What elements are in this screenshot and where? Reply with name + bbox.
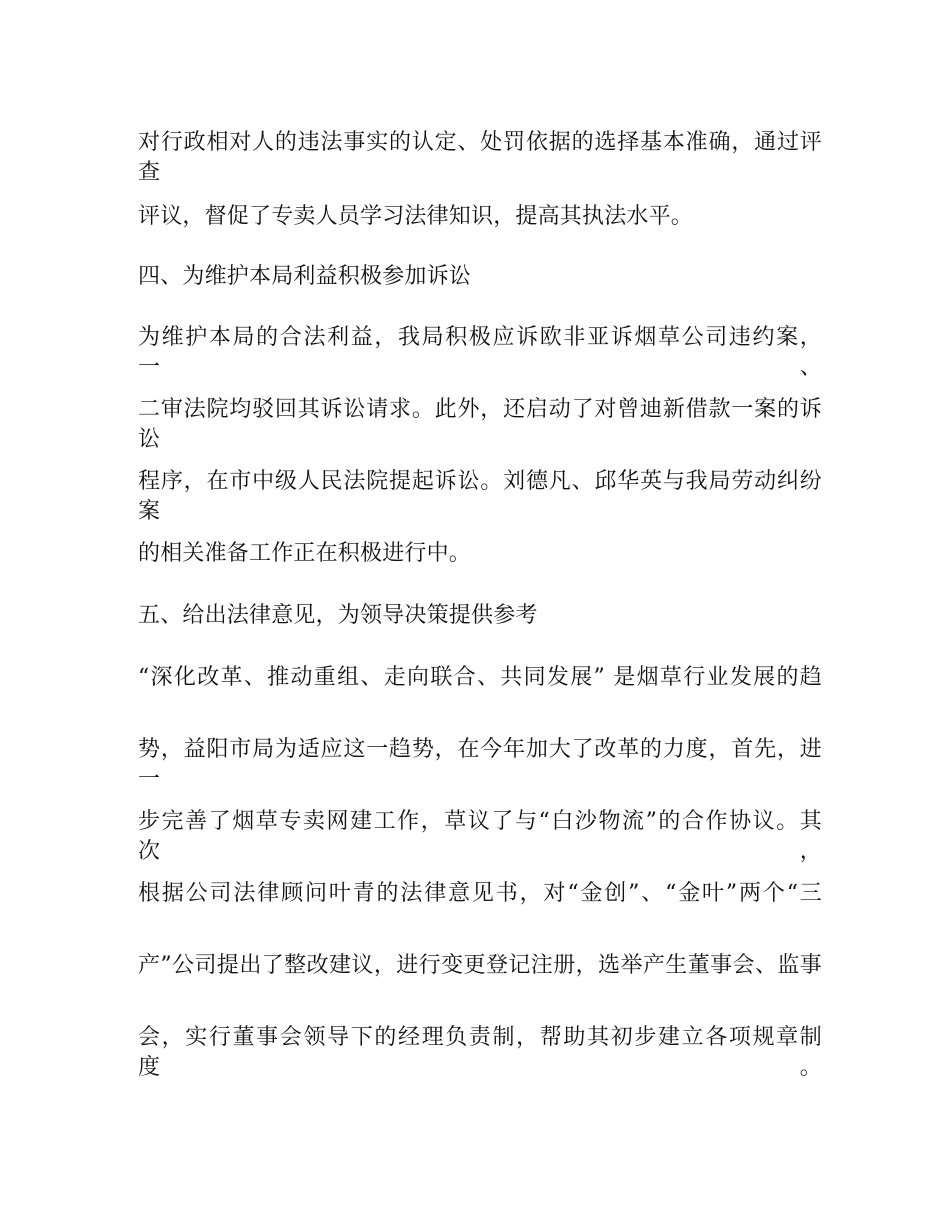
section-heading: 四、为维护本局利益积极参加诉讼 xyxy=(138,264,472,289)
body-text-line: 的相关准备工作正在积极进行中。 xyxy=(138,541,472,566)
section-heading: 五、给出法律意见，为领导决策提供参考 xyxy=(138,603,538,628)
body-text-line: 程序，在市中级人民法院提起诉讼。刘德凡、邱华英与我局劳动纠纷案 xyxy=(138,469,822,524)
body-text-line: 对行政相对人的违法事实的认定、处罚依据的选择基本准确，通过评查 xyxy=(138,130,822,185)
body-text-line: 为维护本局的合法利益，我局积极应诉欧非亚诉烟草公司违约案，一、 xyxy=(138,325,822,380)
body-text-line: 步完善了烟草专卖网建工作，草议了与“白沙物流”的合作协议。其次， xyxy=(138,809,822,864)
body-text-line: “深化改革、推动重组、走向联合、共同发展” 是烟草行业发展的趋 xyxy=(138,665,822,690)
body-text-line: 会，实行董事会领导下的经理负责制，帮助其初步建立各项规章制度。 xyxy=(138,1025,822,1080)
body-text-line: 根据公司法律顾问叶青的法律意见书，对“金创”、“金叶”两个“三 xyxy=(138,881,822,906)
body-text-line: 势，益阳市局为适应这一趋势，在今年加大了改革的力度，首先，进一 xyxy=(138,737,822,792)
body-text-line: 二审法院均驳回其诉讼请求。此外，还启动了对曾迪新借款一案的诉讼 xyxy=(138,397,822,452)
body-text-line: 评议，督促了专卖人员学习法律知识，提高其执法水平。 xyxy=(138,204,694,229)
body-text-line: 产”公司提出了整改建议，进行变更登记注册，选举产生董事会、监事 xyxy=(138,953,822,978)
